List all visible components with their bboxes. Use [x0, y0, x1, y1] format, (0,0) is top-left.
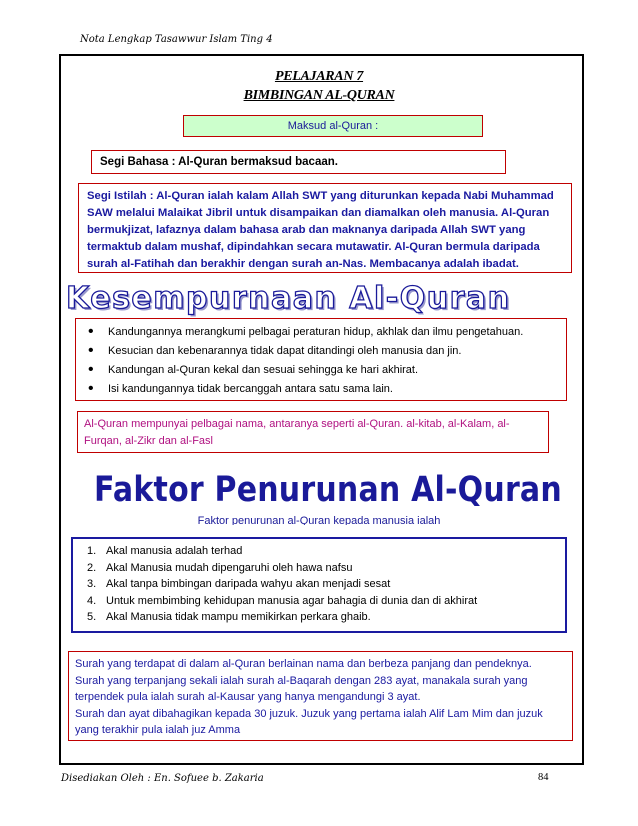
header-note: Nota Lengkap Tasawwur Islam Ting 4: [80, 34, 273, 45]
surah-line: Surah yang terdapat di dalam al-Quran berlainan nama dan berbeza panjang dan pendeknya.: [75, 658, 532, 670]
list-number: 4.: [87, 594, 97, 607]
segi-istilah-box: Segi Istilah : Al-Quran ialah kalam Allah SWT yang diturunkan kepada Nabi Muhammad SAW melalui Malaikat Jibril untuk disampaikan dan diamalkan oleh manusia. Al-Quran bermukjizat, lafaznya dalam bahasa arab dan maknanya daripada Allah SWT yang termaktub dalam mushaf, dipindahkan secara mutawatir. Al-Quran bermula daripada surah al-Fatihah dan berakhir dengan surah an-Nas. Membacanya adalah ibadat.: [78, 183, 572, 273]
list-item: [87, 593, 565, 610]
segi-bahasa-box: Segi Bahasa : Al-Quran bermaksud bacaan.: [91, 150, 506, 174]
list-item: • Kesucian dan kebenarannya tidak dapat ditandingi oleh manusia dan jin.: [88, 342, 566, 361]
list-item: [87, 609, 565, 626]
surah-line: Surah dan ayat dibahagikan kepada 30 juzuk. Juzuk yang pertama ialah Alif Lam Mim dan juzuk yang terakhir pula ialah juz Amma: [75, 707, 543, 736]
faktor-heading: Faktor Penurunan Al-Quran: [94, 470, 562, 511]
page-number: 84: [538, 772, 549, 783]
kesempurnaan-heading: Kesempurnaan Al-Quran: [66, 281, 511, 316]
faktor-list: [87, 543, 565, 626]
maksud-label: Maksud al-Quran :: [183, 115, 483, 137]
list-text: Akal manusia adalah terhad: [106, 545, 243, 557]
list-item: • Kandungan al-Quran kekal dan sesuai sehingga ke hari akhirat.: [88, 361, 566, 380]
list-number: 2.: [87, 561, 97, 574]
lesson-title: PELAJARAN 7: [274, 69, 364, 84]
list-item: [87, 560, 565, 577]
list-text: Akal tanpa bimbingan daripada wahyu akan menjadi sesat: [106, 578, 391, 590]
surah-info-box: [68, 651, 573, 741]
list-item: [87, 576, 565, 593]
list-number: 3.: [87, 578, 97, 590]
list-number: 1.: [87, 545, 97, 557]
faktor-list-box: [71, 537, 567, 633]
list-text: Akal Manusia tidak mampu memikirkan perkara ghaib.: [106, 611, 371, 623]
nama-alquran-box: Al-Quran mempunyai pelbagai nama, antaranya seperti al-Quran. al-kitab, al-Kalam, al-Furqan, al-Zikr dan al-Fasl: [77, 411, 549, 453]
list-number: 5.: [87, 611, 97, 623]
list-text: Untuk membimbing kehidupan manusia agar bahagia di dunia dan di akhirat: [106, 594, 478, 607]
kesempurnaan-list-box: [75, 318, 567, 401]
list-item: • Isi kandungannya tidak bercanggah antara satu sama lain.: [88, 380, 566, 399]
faktor-subtitle: Faktor penurunan al-Quran kepada manusia ialah: [197, 515, 441, 525]
kesempurnaan-list: [88, 323, 566, 399]
list-item: [87, 543, 565, 560]
list-item: • Kandungannya merangkumi pelbagai peraturan hidup, akhlak dan ilmu pengetahuan.: [88, 323, 566, 342]
surah-line: Surah yang terpanjang sekali ialah surah al-Baqarah dengan 283 ayat, manakala surah yang terpendek pula ialah surah al-Kausar yang hanya mengandungi 3 ayat.: [75, 674, 528, 703]
footer-author: Disediakan Oleh : En. Sofuee b. Zakaria: [61, 773, 264, 784]
lesson-subtitle: BIMBINGAN AL-QURAN: [243, 88, 395, 103]
list-text: Akal Manusia mudah dipengaruhi oleh hawa nafsu: [106, 561, 353, 574]
